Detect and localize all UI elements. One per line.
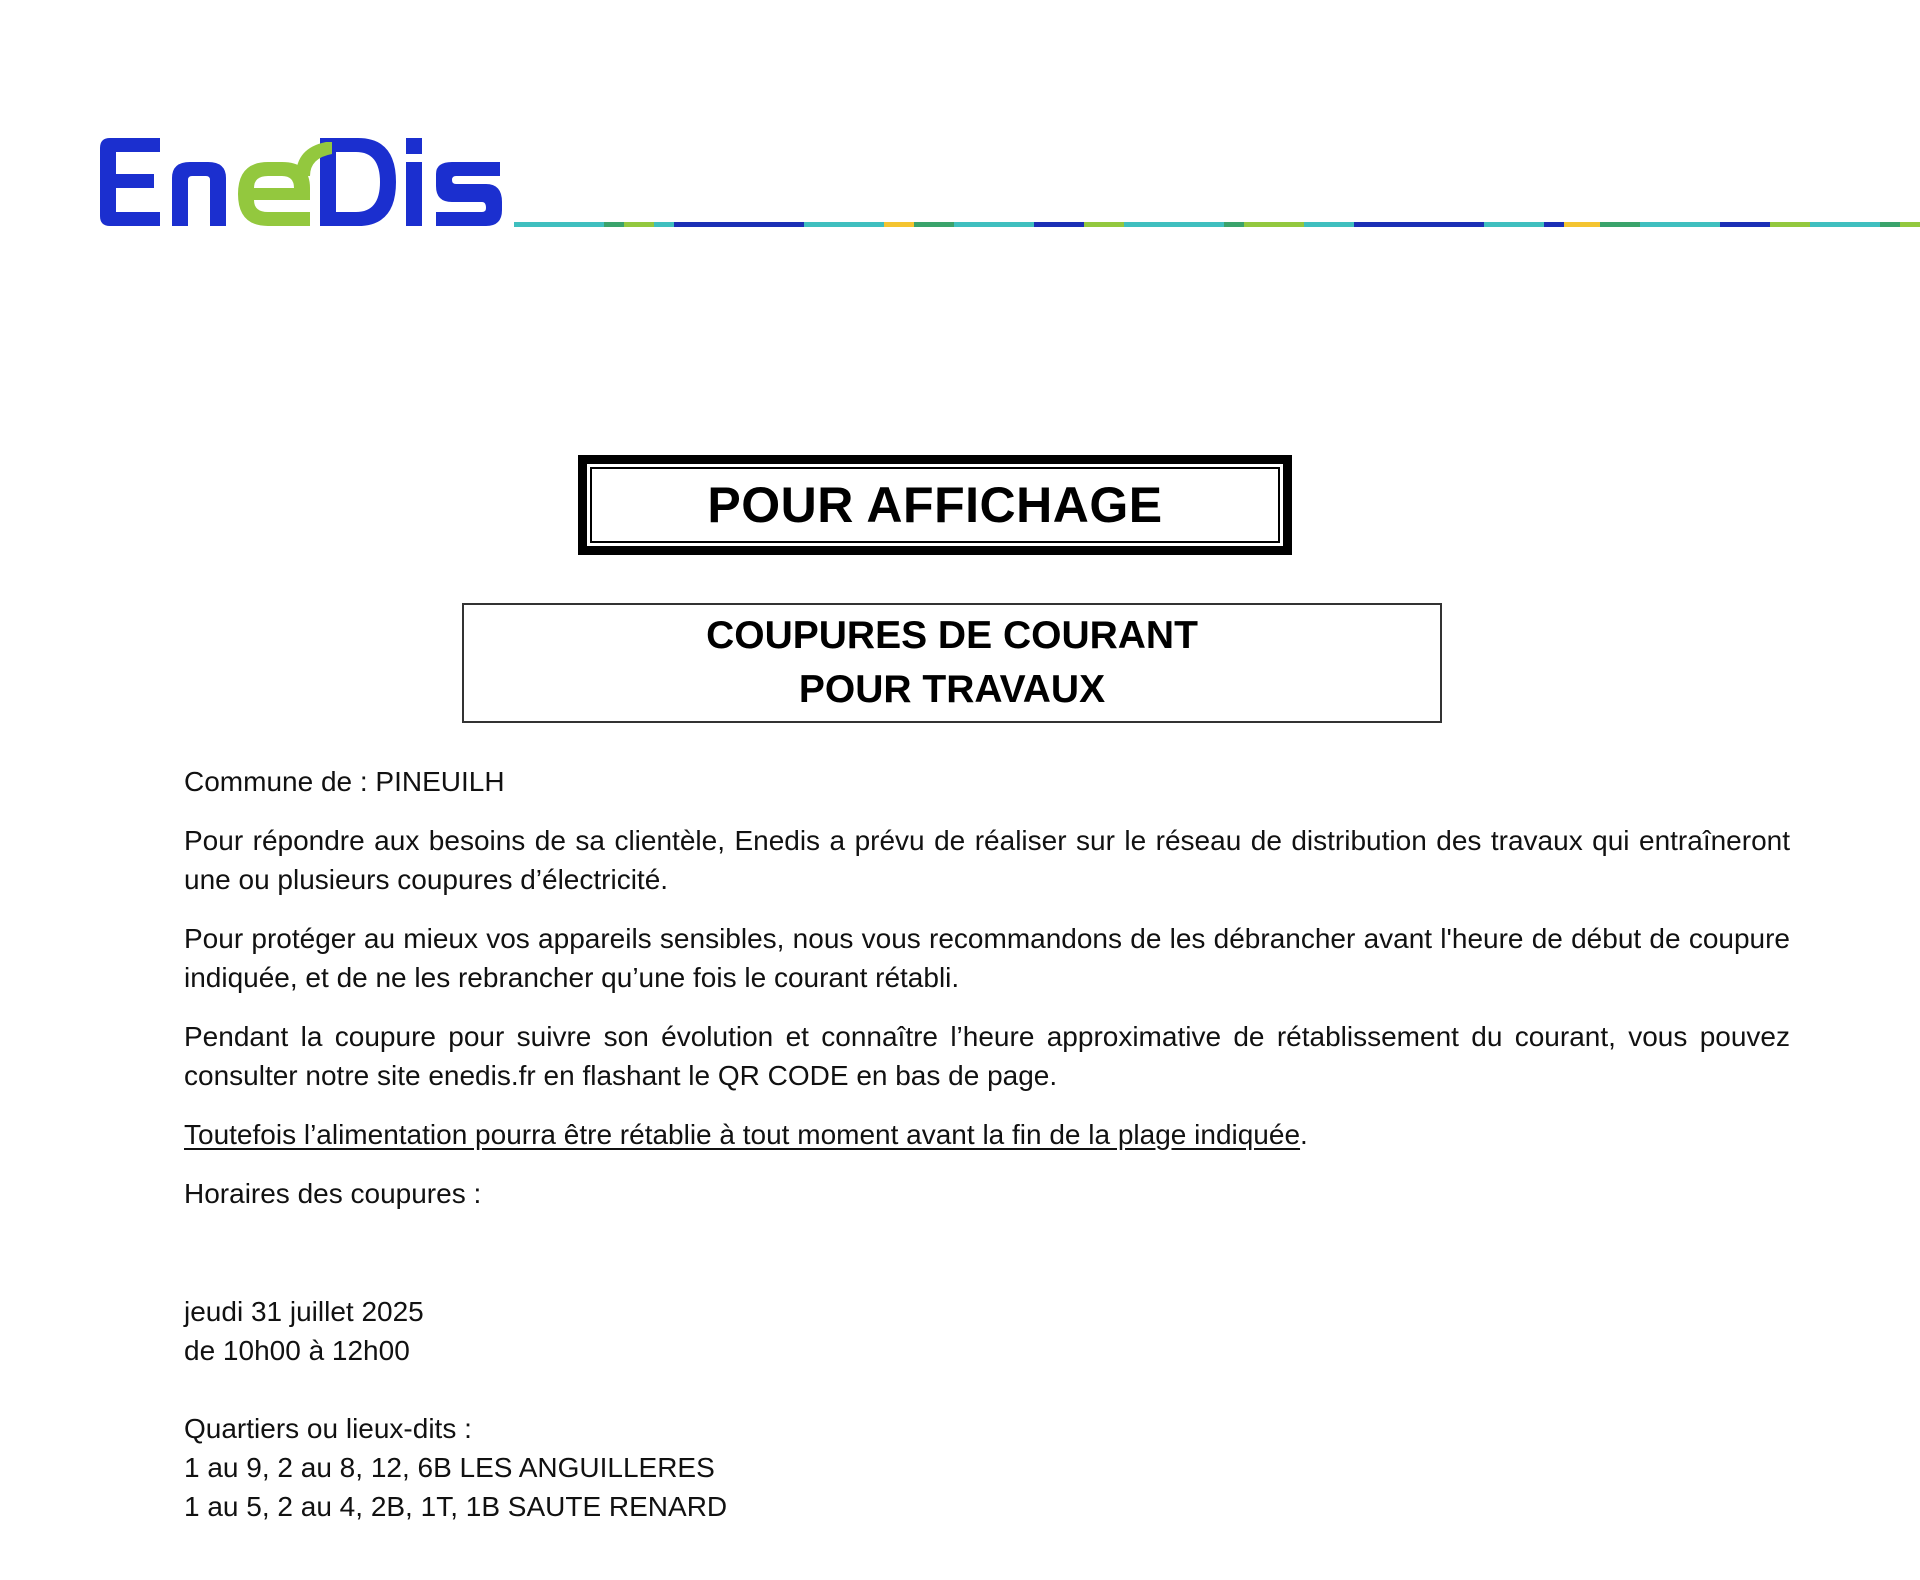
- coupures-title-line1: COUPURES DE COURANT: [706, 614, 1198, 657]
- coupures-title-box: [462, 603, 1442, 723]
- warning-text: Toutefois l’alimentation pourra être rétablie à tout moment avant la fin de la plage indiquée: [184, 1119, 1301, 1150]
- commune-line: Commune de : PINEUILH: [184, 766, 505, 797]
- paragraph-evolution: Pendant la coupure pour suivre son évolution et connaître l’heure approximative de rétablissement du courant, vous pouvez consulter notre site enedis.fr en flashant le QR CODE en bas de page.: [184, 1021, 1790, 1091]
- paragraph-appareils: Pour protéger au mieux vos appareils sensibles, nous vous recommandons de les débrancher avant l'heure de début de coupure indiquée, et de ne les rebrancher qu’une fois le courant rétabli.: [184, 923, 1790, 993]
- header-divider-line: [514, 222, 1920, 227]
- affichage-title: POUR AFFICHAGE: [707, 477, 1163, 533]
- affichage-frame: [578, 455, 1292, 555]
- quartier-anguilleres: 1 au 9, 2 au 8, 12, 6B LES ANGUILLERES: [184, 1452, 715, 1483]
- coupure-date: jeudi 31 juillet 2025: [184, 1296, 424, 1327]
- spacer: [184, 1370, 1790, 1409]
- affichage-inner-frame: [590, 467, 1280, 543]
- horaires-label: Horaires des coupures :: [184, 1178, 482, 1209]
- warning-period: .: [1300, 1119, 1308, 1150]
- paragraph-besoins: Pour répondre aux besoins de sa clientèle, Enedis a prévu de réaliser sur le réseau de distribution des travaux qui entraîneront une ou plusieurs coupures d’électricité.: [184, 825, 1790, 895]
- spacer: [184, 1213, 1790, 1292]
- enedis-logo: [96, 128, 506, 238]
- coupure-time-range: de 10h00 à 12h00: [184, 1335, 410, 1366]
- quartiers-label: Quartiers ou lieux-dits :: [184, 1413, 472, 1444]
- coupures-title-line2: POUR TRAVAUX: [798, 668, 1106, 711]
- notice-body: [184, 762, 1790, 1526]
- quartier-saute-renard: 1 au 5, 2 au 4, 2B, 1T, 1B SAUTE RENARD: [184, 1491, 728, 1522]
- warning-line: [184, 1115, 1790, 1154]
